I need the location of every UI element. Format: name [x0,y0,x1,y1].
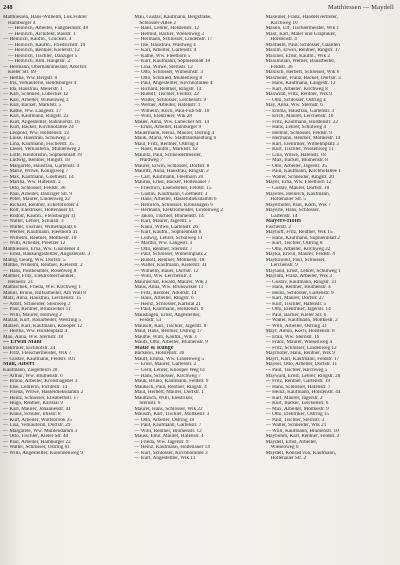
directory-entry: Mayhoff, Fritz, Rentner, Wik 15 [265,230,333,236]
directory-entry: Maxwitat, Fritz, Rentner, Wik 9 [265,92,332,98]
directory-entry: — Bruno, Arbeiter, Kronshagener 3 [3,379,78,385]
directory-entry: Maut, Hans, Rentner, Ostring 17 [134,329,202,335]
directory-entry: — Max, Bäcker, Blumenstr. 8 [265,158,328,164]
directory-entry: — Gustav, Kaufmann, Feldstr. 101 [3,356,76,362]
directory-entry: — Heinrich, Kaufm., Friedrichstr. 10 [8,42,86,48]
directory-entry: — Paul, Arbeiter, Hamburger 22 [3,439,71,445]
directory-entry: — Klaus, Schüler, Iltisstr. 8 [3,412,61,418]
directory-entry: — Paul, Kaufmann, Gartenstr. 7 [134,423,202,429]
directory-entry: Holstenstr. 4 [270,37,297,43]
column-2 [134,15,263,563]
directory-entry: — Karl, Maurer, Jägerstr. 5 [134,219,192,225]
directory-entry: Maxiner, Ernst, Kaufm., Wik 2 [265,53,330,59]
directory-entry: — Marie, Witwe, Königsweg 7 [3,169,69,175]
directory-entry: Mautz, Otto, Arbeiter, Blumenstr. 9 [134,340,208,346]
directory-entry: — Willi, Elektriker, Wik 28 [134,114,193,120]
directory-entry: — Karl, Maurer, Johannesstr. 41 [3,406,71,412]
column-1 [3,15,132,563]
directory-entry: Heinestr. 21 [8,279,34,285]
directory-entry: — Kurt, Arbeiter, Wulfsbrook 25 [3,417,72,423]
directory-entry: — Liesel, Verkäuferin, Mühlenweg 2 [3,147,81,153]
directory-entry: — Luise, Hausfrau, Schulweg 3 [3,136,70,142]
directory-entry: — Willi, Ww. Lerchenstr. 4 [134,274,192,280]
directory-entry: — Hans, Schlosser, Hafenstr. 7 [265,384,331,390]
directory-entry: — Jakob, Tischler, Blumenstr. 14 [134,213,204,219]
directory-entry: Kaufmann, Ziegelteich 30 [3,368,58,373]
directory-entry: Mauer, Anna, Ww. Lübecker Str. 14 [134,119,210,125]
section-heading: Maue & Runge [134,345,174,351]
directory-entry: — Hans, Arbeiter, Hasselldieksdamm 6 [134,197,217,203]
column-3 [266,15,395,563]
directory-entry: — Peter, Maurer, Lindenweg 22 [3,197,71,203]
directory-entry: Maydell, Konrad von, Kaufmann, [265,450,336,456]
directory-entry: — Otto, Schlosser, Ostring 4 [265,97,326,103]
directory-entry: — Margarete, Hausfrau, Gartenstr. 4 [3,163,80,169]
directory-entry: Mayland, Ernst, Lehrer, Schulweg 1 [265,268,341,274]
directory-entry: Maximilian, Werner, Bauarbeiter, [265,59,336,65]
directory-entry: — Ludwig, Rentner, Ringstr. 18 [3,158,70,164]
directory-entry: — Iris, Verkäuferin, Rendsburger 4 [3,81,77,87]
directory-entry: Mauk, Maria, Ww. Stadtrandsiedlung 6 [134,136,217,142]
directory-entry: — Walter, Lehrer, Schulstr. 3 [3,219,64,225]
directory-entry: Gartenstr. 14 [270,213,298,219]
directory-entry: — Hans, Kaufmann, Langestr. 12 [265,81,336,87]
directory-entry: — Walter, Kaufmann, Kielerstr. 31 [134,263,207,269]
directory-entry: — Fritz, Schlosser, Lindenweg 12 [265,345,337,351]
directory-entry: — Margarete, Ww. Mühlendamm 3 [3,428,78,434]
directory-entry: — Heinrich, Schlosser, Kronshagen 9 [134,202,213,208]
directory-entry: Holtenauer Str. 2 [270,456,306,462]
directory-entry: — Emma, Hausfrau, Gartenstr. 3 [265,108,335,114]
directory-entry: Mau, Anna, Ww. Sternstr. 18 [3,334,64,340]
directory-entry: — Otto, Elektriker, Jägerstr. 14 [265,307,331,313]
directory-entry: — Karl, Arbeiter, Wiesenweg 3 [3,97,69,103]
directory-entry: Mauff, Emma, Ww. Lindenweg 5 [134,356,204,362]
directory-entry: — Heinrich, Arbeiter, Fangdeimstr. 48 [8,26,89,32]
directory-entry: — Fritz, Rentner, Gartenstr. 19 [265,379,331,385]
directory-entry: — Otto, Schmied, Mühlenweg 8 [134,75,203,81]
directory-entry: Mayser, Otto, Arbeiter, Dorfstr. 11 [265,362,338,368]
directory-entry: Maurus, Ernst, Bäcker, Holtenauer 7 [134,180,211,186]
directory-entry: Matzat, Kurt, Bauarbeiter, Westring 5 [3,318,82,324]
directory-entry: — Carl, Kaufmann, Fleethörn 20 [134,174,204,180]
directory-entry: — Walter, Schneider, Ringstr. 20 [265,174,335,180]
directory-entry: — Hertha, Ww. Holstenplatz 4 [3,329,68,335]
directory-entry: — Ernst, Maurer, Gartenstr. 2 [134,362,197,368]
directory-entry: Maurer, Erwin, Schlosser, Dorfstr. 8 [134,163,210,169]
directory-entry: Mattuschek, Frieda, Ww. Kirchweg 1 [3,285,81,291]
directory-entry: — Else, Lehrerin, Fichtestr. 14 [3,384,68,390]
directory-entry: — Rudolf, Tischler, Feldstr. 22 [134,92,199,98]
directory-entry: — Martha, Ww. Hafenstr. 2 [3,180,61,186]
directory-entry: May, Anna, Ww. Sternstr. 6 [265,103,323,109]
directory-entry: — Franz, Maurer, Wiesenweg 4 [265,340,332,346]
directory-entry: — Kurt, Angestellter, Bahnhofstr. 16 [3,119,80,125]
directory-entry: — Fritz, Rentner, Adolfstr. 14 [134,290,197,296]
directory-entry: — Willi, Maurer, Hollweg 2 [3,312,62,318]
directory-entry: Elektriker, Eichhofstr. 24 [3,345,56,351]
directory-entry: — Paul, Kaufmann, Kirchhofallee 1 [265,169,341,175]
directory-entry: Maybohm, Karl, Rentner, Feldstr. 2 [265,434,340,440]
directory-entry: Maus, Anna, Ww. Brunswiker 11 [134,285,204,291]
directory-entry: — Lina, Kaufmann, Fischerstr. 35 [3,141,75,147]
directory-entry: — Walter, Schneider, Wik 21 [265,423,327,429]
directory-entry: Maxisch, Herbert, Schlosser, Wik 6 [265,70,340,76]
directory-entry: — Paul, Kaufmann, Holstenstr. 9 [134,307,204,313]
directory-entry: — Karl, Kaufmann, Ringstr. 22 [3,114,69,120]
directory-entry: Matthiessen, Hans-Wilhelm, Lok.Führer [3,15,88,20]
directory-entry: — Gustav, Kaufmann, Goethestr. 3 [134,191,208,197]
directory-entry: — Walter, Tischler, Wilhelmplatz 6 [3,224,77,230]
directory-entry: Kieler Str. 69 [8,70,36,76]
directory-entry: Mayeres, Heinrich, Kaufmann, [265,191,331,197]
directory-entry: — Rudolf, Kaufm., Flensburger 11 [3,213,76,219]
directory-entry: — Paul, Tischler, Sternstr. 3 [265,417,325,423]
directory-entry: Maulitz, Paul, Schneidermeister, [134,152,202,158]
directory-entry: — Käthe, Ww. Langestr. 17 [3,108,61,114]
page-range-heading: Matthiessen — Maydell [328,4,394,11]
directory-entry: — Hans, Lehrer, Holstenstr. 12 [134,26,200,32]
directory-entry: Maxim, Erwin, Rentner, Ringstr. 17 [265,48,341,54]
directory-entry: Maykowski, Paul, Schlosser, [265,257,326,263]
directory-entry: — Heinrich, Rentner, Kielerstr. 12 [8,48,80,54]
directory-entry: — Karl, Bäcker, Marktstr. 5 [3,103,62,109]
directory-entry: Holtenauer Str. 5 [270,197,306,203]
section-heading: — Erwin Mahl [3,340,42,346]
directory-entry: — Otto, Arbeiter, Ostring 18 [134,417,195,423]
directory-entry: — Karl, Arbeiter, Gartenstr. 9 [134,48,197,54]
directory-entry: — Kurt, Tischler, Hafenstr. 5 [265,301,327,307]
directory-entry: — Lina, Witwe, Sternstr. 12 [134,64,193,70]
directory-entry: Mauss, Emil, Maurer, Hafenstr. 4 [134,434,204,440]
directory-entry: — Otto, Arbeiter, Jägerstr. 25 [265,163,327,169]
directory-entry: — Walter, Schlosser, Lerchenstr. 9 [134,97,207,103]
directory-entry: — Kurt, Bäcker, Lerchenstr. 6 [265,401,329,407]
directory-entry: Mausolf, Karl, Tischler, Jägerstr. 8 [134,323,207,329]
directory-entry: Maurer, Hans, Schlosser, Wik 22 [134,406,203,412]
directory-entry: — Heinz, Kaufmann, Holstenstr. 44 [265,390,341,396]
directory-entry: — Otto, Arbeiter, Kirchweg 22 [265,246,331,252]
directory-entry: — Wilhelm, Koch, Paul-Fuß-Str. 10 [134,108,210,114]
directory-entry: Mayerhofer, Paul, Koch, Wik 7 [265,202,331,208]
directory-entry: — Rolf, Elektriker, Holtenauer 61 [3,208,74,214]
directory-entry: — Walter, Kaufmann, Moltkestr. 2 [265,318,338,324]
directory-entry: — Richard, Rentner, Ringstr. 14 [134,86,202,92]
directory-entry: Maultzsch, Willi, Elektriker, [134,395,194,401]
directory-entry: — Heinz, Kaufmann, Holtenauer 14 [134,445,210,451]
directory-entry: — Helmut, Bäcker, Wiesenweg 3 [134,31,204,37]
directory-entry: — Rudolf, Rentner, Moltkestr. 18 [134,257,205,263]
directory-entry: — Hermann, Schlosser, Lindenstr. 17 [134,37,213,43]
section-heading: Mayers-Hotel [265,219,301,225]
directory-entry: Bäckerei, Holstenstr. 36 [134,351,185,357]
directory-entry: — Otto, Rentner, Sternstr. 7 [134,246,193,252]
directory-entry: Kirchweg 10 [270,20,298,26]
directory-entry: Matull, Bruno, Hilfsarbeiter, Am Wall 8 [3,290,86,296]
directory-entry: — Willi, Rentner, Blumenstr. 12 [134,428,202,434]
directory-entry: — Heinz, Schlosser, Elisabethstr. 17 [3,395,79,401]
directory-entry: — Karl, Maurer, Dorfstr. 27 [265,296,325,302]
directory-entry: — Heinz, Schlosser, Karlstal 21 [134,301,201,307]
directory-entry: — Karl, Elektriker, Wilhelmplatz 3 [265,141,339,147]
directory-entry: Maylath, Franz, Arbeiter, Wik 3 [265,274,332,280]
directory-entry: — Ilse, Hausfrau, Waldweg 4 [134,42,196,48]
directory-entry: — Karl, Arbeiter, Kirchweg 8 [265,86,328,92]
directory-entry: — Hans, Postbeamter, Rosenweg 8 [3,268,77,274]
directory-entry: — Max, Arbeiter, Moltkestr. 9 [265,406,329,412]
directory-entry: — Emil, Ww. Sternstr. 16 [265,334,320,340]
directory-entry: Maul, Fritz, Rentner, Ostring 4 [134,141,199,147]
directory-entry: — Otto, Tischler, Kieler Str. 40 [3,434,69,440]
directory-entry: — Friedrich, Eisendreher, Feldstr. 15 [134,185,212,191]
directory-entry: — Werner, Arbeiter, Hafenstr. 1 [134,103,201,109]
directory-entry: — Kurt, Schlosser, Kirchhofallee 3 [134,450,208,456]
directory-entry: — Hans, Kaufmann, Sophienblatt 2 [265,235,340,241]
directory-entry: — Hans, Lehrer, Schulweg 4 [265,125,326,131]
directory-entry: — Gustav, Maurer, Dorfstr. 18 [265,185,330,191]
directory-entry: — Paul, Tischler, Kirchweg 5 [265,368,328,373]
directory-entry: — Klara, Witwe, Gartenstr. 26 [134,224,198,230]
directory-entry: — Lina, Witwe, Hafenstr. 18 [265,152,326,158]
directory-entry: — Fritz, Fleischermeister, Wik 7 [3,351,72,357]
directory-entry: — Hans, Arbeiter, Ringstr. 6 [134,296,194,302]
directory-entry: — Lisa, Verkäuferin, Dorfstr. 29 [3,423,71,429]
directory-entry: — Ida, Hausfrau, Meierstr. 1 [3,86,63,92]
directory-entry: Maywald, Ernst, Lehrer, Ringstr. 28 [265,373,341,379]
directory-entry: — Heinrich, Architekt, Baustr. 1 [8,31,76,37]
directory-entry: Sternstr. 6 [139,401,161,407]
directory-entry: — Karl, Schmied, Lübecker 12 [3,92,69,98]
directory-entry: Maxl, Karl, Maler und Graphiker, [265,31,336,37]
directory-entry: — Wilhelm, Rentner, Moltkestr. 10 [3,235,77,241]
directory-entry: — Werner, Kaufmann, Fleethörn 31 [3,230,78,236]
directory-entry: — Hertha, Ww. Bergstr. 8 [3,75,58,81]
directory-entry: — Willi, Arbeiter, Ostring 33 [265,323,327,329]
directory-entry: Hamburger 4 [8,20,36,26]
directory-entry: — Ludwig, Lehrer, Schulweg 11 [134,235,203,241]
directory-entry: Feldstr. 38 [270,64,293,70]
directory-entry: — Hans, Rentner, Blumenstr. 4 [265,285,331,291]
directory-entry: — Otto, Elektriker, Ostring 15 [265,412,330,418]
directory-entry: — Frieda, Witwe, Hasseldieksdamm 2 [3,390,84,396]
directory-entry: — Paul, Schlosser, Wilhelmplatz 2 [134,252,207,258]
directory-entry: Mau, Gustav, Kaufmann, Bergstraße, [134,15,212,20]
directory-entry: — Hermann, Rentner, Moltkestr. 14 [265,136,341,142]
directory-entry: — Willi, Arbeiter, Preetzer 12 [3,241,66,247]
directory-entry: — Kurt, Kaufmann, Sophienblatt 18 [134,59,211,65]
directory-entry: — Adolf, Schneider, Steinweg 2 [3,301,71,307]
directory-entry: Mayrl, Karl, Kaufmann, Feldstr. 17 [265,356,340,362]
directory-entry: Mauk, Bruno, Kaufmann, Feldstr. 9 [134,379,209,385]
directory-entry: Mattner, Fritz, Elektromechaniker, [3,274,75,280]
directory-entry: Mattig, Georg, Ww. Dorfstr. 5 [3,257,66,263]
page-header [3,3,394,13]
directory-entry: Matz, Anna, Hausfrau, Lerchenstr. 15 [3,296,82,302]
directory-entry: — Otto, Schlosser, Wilhelmstr. 3 [134,70,203,76]
directory-entry: — Paul, Angestellter, Kirchhofallee 4 [134,81,213,87]
directory-entry: — Arthur, Ww. Blumenstr. 6 [3,373,63,379]
directory-entry: — Martha, Ww. Langestr. 3 [134,241,193,247]
directory-entry: — Karl, Maurer, Jägerstr. 2 [265,395,323,401]
directory-entry: — Heinrich, Tischler, Danziger 5 [8,53,78,59]
directory-entry: Mayer, Erna, Ww. Fleethörn 12 [265,180,332,186]
directory-entry: Mauthe, Willi, Kaufm., Wik 3 [134,334,197,340]
directory-entry: — Kurt, Kaufm., Sophienblatt 8 [134,230,202,236]
directory-entry: — Kurt, Bäcker, Kirchhofallee 24 [3,125,74,131]
directory-entry: Maxen, Ulf, Tischlermeister, Wik 1 [265,26,340,32]
directory-entry: — Gerd, Lehrer, Knooper Weg 61 [134,368,206,373]
directory-entry: Mayka, Erwin, Maurer, Feldstr. 4 [265,252,335,258]
directory-entry: — Helmut, Schlosser, Feldstr. 9 [265,130,332,136]
directory-entry: — Käthe, Ww. Fleethörn 5 [134,53,191,59]
directory-entry: Schlosser-Allee 2 [139,20,176,26]
directory-entry: Mattke, Wilhelm, Rentner, Kielerstr. 2 [3,263,83,269]
directory-entry: Fischerstr. 2 [265,224,292,230]
directory-entry: — Hermann, Elektromeister, Lindenweg 2 [134,208,223,214]
directory-entry: Maushagen, Ernst, Angestellter, [134,312,201,318]
directory-entry: Maul, Herbert, Maurer, Dorfstr. 1 [134,390,204,396]
directory-entry: — Willi, Kaufmann, Blumenstr. 10 [265,428,339,434]
directory-entry: Maxheim, Paul, Schlosser, Gaarden [265,42,340,48]
directory-entry: — Hermann, Oberbahnmeister, Adolfstr. [3,64,88,70]
directory-entry: — Ernst, Arbeiter, Hamburger 9 [134,125,202,131]
directory-entry: — Hans, Schlosser, Kirchweg 7 [134,373,201,379]
directory-entry: — Frieda, Ww. Jägerstr. 9 [134,439,189,445]
page-number: 248 [3,4,13,11]
directory-entry: — Paul, Arbeiter, Danziger Str. 9 [3,191,72,197]
directory-entry: — Wilhelm, Bauer, Dorfstr. 12 [134,268,199,274]
directory-entry: Mauksch, Paul, Rentner, Ringstr. 4 [134,384,207,390]
directory-entry: — Otto, Schlosser, Feldstr. 36 [3,185,66,191]
directory-entry: — Heinz, Schlosser, Gartenstr. 9 [265,290,334,296]
directory-entry: — Richard, Rentner, Eckernförder 4 [3,202,79,208]
directory-entry: — Erich, Maurer, Lerchenstr. 10 [265,114,334,120]
directory-entry: — Walter, Schlosser, Ostring 61 [3,445,70,451]
directory-entry: Matthiessen, Erna, Ww. Gaardener 4 [3,246,80,252]
directory-entry: Feldstr. 53 [139,318,162,324]
directory-entry: — Hugo, Rentner, Karlstal 9 [3,401,63,407]
directory-entry: — Heinrich, Ktm. Hauptstr. 2 [8,59,70,65]
directory-entry: — Willi, Angestellter, Kolonnenweg 9 [3,450,83,456]
directory-entry: — Leopold, Ww. Holstenstr. 12 [3,130,69,136]
directory-entry: — Kurt, Tischler, Wiesenweg 11 [265,147,334,153]
directory-entry: Matzen, Karl, Kaufmann, Knooper 12 [3,323,83,329]
directory-entry: Maxmeier, Franz, Bäcker, Dorfstr. 3 [265,75,341,81]
directory-columns [3,15,395,563]
directory-entry: — Paul, Rentner, Brunswiker 11 [3,307,71,313]
directory-entry: — Gustav, Kaufmann, Ringstr. 31 [265,279,337,285]
directory-entry: — Lotte, Kontoristin, Sophienblatt 19 [3,152,82,158]
section-heading: Mau, Albert [3,362,35,368]
directory-entry: — Kurt, Angestellter, Wik 11 [134,456,196,462]
directory-entry: — Karl, Tischler, Ostring 8 [265,241,323,247]
directory-entry: Mauermann, Heinz, Maurer, Ostring 4 [134,130,215,136]
directory-entry: Wiesenweg 8 [270,445,299,451]
directory-entry: — Fritz, Kaufmann, Holstenstr. 22 [265,119,338,125]
directory-entry: — Heinrich, Kaufm., Glückstr. 4 [3,37,72,43]
directory-entry: Lerchenstr. 9 [270,263,298,269]
directory-entry: — Ernst, Bankangestellter, Augustenstr. 3 [3,252,90,258]
directory-entry: Waldweg 7 [139,158,163,164]
directory-entry: Mauritz, Anna, Hausfrau, Ringstr. 2 [134,169,209,175]
directory-entry: — Paul, Bäcker, Kieler Str. 6 [265,312,327,318]
directory-entry: Mayr, Anton, Koch, Holstenstr. 8 [265,329,335,335]
directory-entry: Mausch, Karl, Tischler, Moltkestr. 3 [134,412,210,418]
directory-entry: — Max, Kaufmann, Goethestr. 14 [3,174,74,180]
directory-entry: Maydell, Ernst, Arbeiter, [265,439,318,445]
directory-entry: Maxeiner, Franz, Handelsvertreter, [265,15,338,20]
directory-entry: Mauruschat, Ewald, Maurer, Wik 2 [134,279,208,285]
directory-entry: Mayerle, Hans, Schlosser, [265,208,320,214]
directory-entry: — Hans, Kaufm., Marktstr. 12 [134,147,198,153]
directory-entry: Mayrhofer, Hans, Rentner, Wik 9 [265,351,335,357]
